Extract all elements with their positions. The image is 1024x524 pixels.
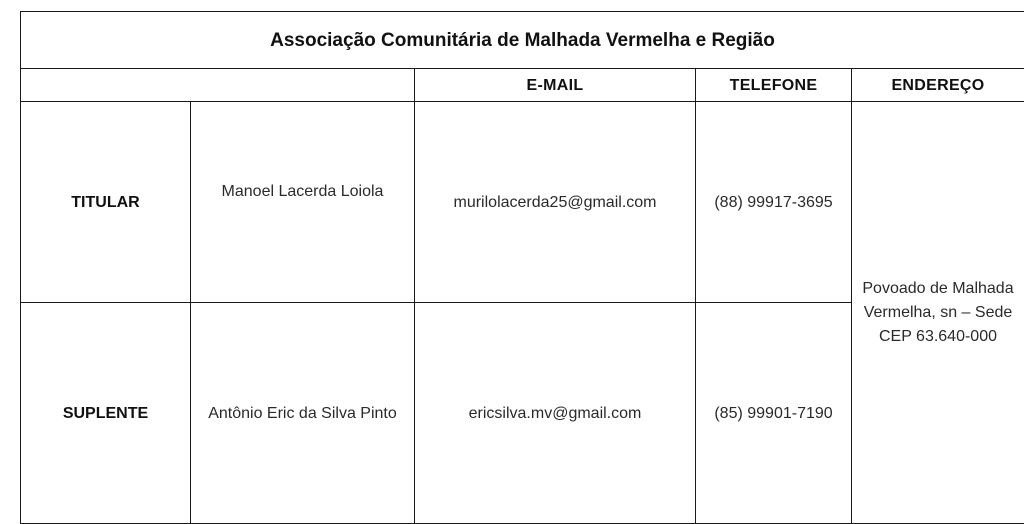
role-titular: TITULAR [21,102,191,303]
header-row [21,69,1024,102]
association-table [20,11,1024,524]
phone-titular: (88) 99917-3695 [696,102,852,303]
table-title: Associação Comunitária de Malhada Vermelha e Região [21,12,1024,69]
association-table-container [20,11,1024,501]
table-row-titular [21,102,1024,303]
header-empty-cell [21,69,415,102]
name-suplente: Antônio Eric da Silva Pinto [191,303,415,524]
address-line-2: Vermelha, sn – Sede [864,304,1013,321]
title-row [21,12,1024,69]
header-telefone: TELEFONE [696,69,852,102]
email-titular: murilolacerda25@gmail.com [415,102,696,303]
address-line-1: Povoado de Malhada [862,280,1013,297]
email-suplente: ericsilva.mv@gmail.com [415,303,696,524]
header-endereco: ENDEREÇO [852,69,1024,102]
phone-suplente: (85) 99901-7190 [696,303,852,524]
role-suplente: SUPLENTE [21,303,191,524]
address-cell [852,102,1024,524]
address-line-3: CEP 63.640-000 [879,328,997,345]
header-email: E-MAIL [415,69,696,102]
name-titular: Manoel Lacerda Loiola [191,102,415,303]
